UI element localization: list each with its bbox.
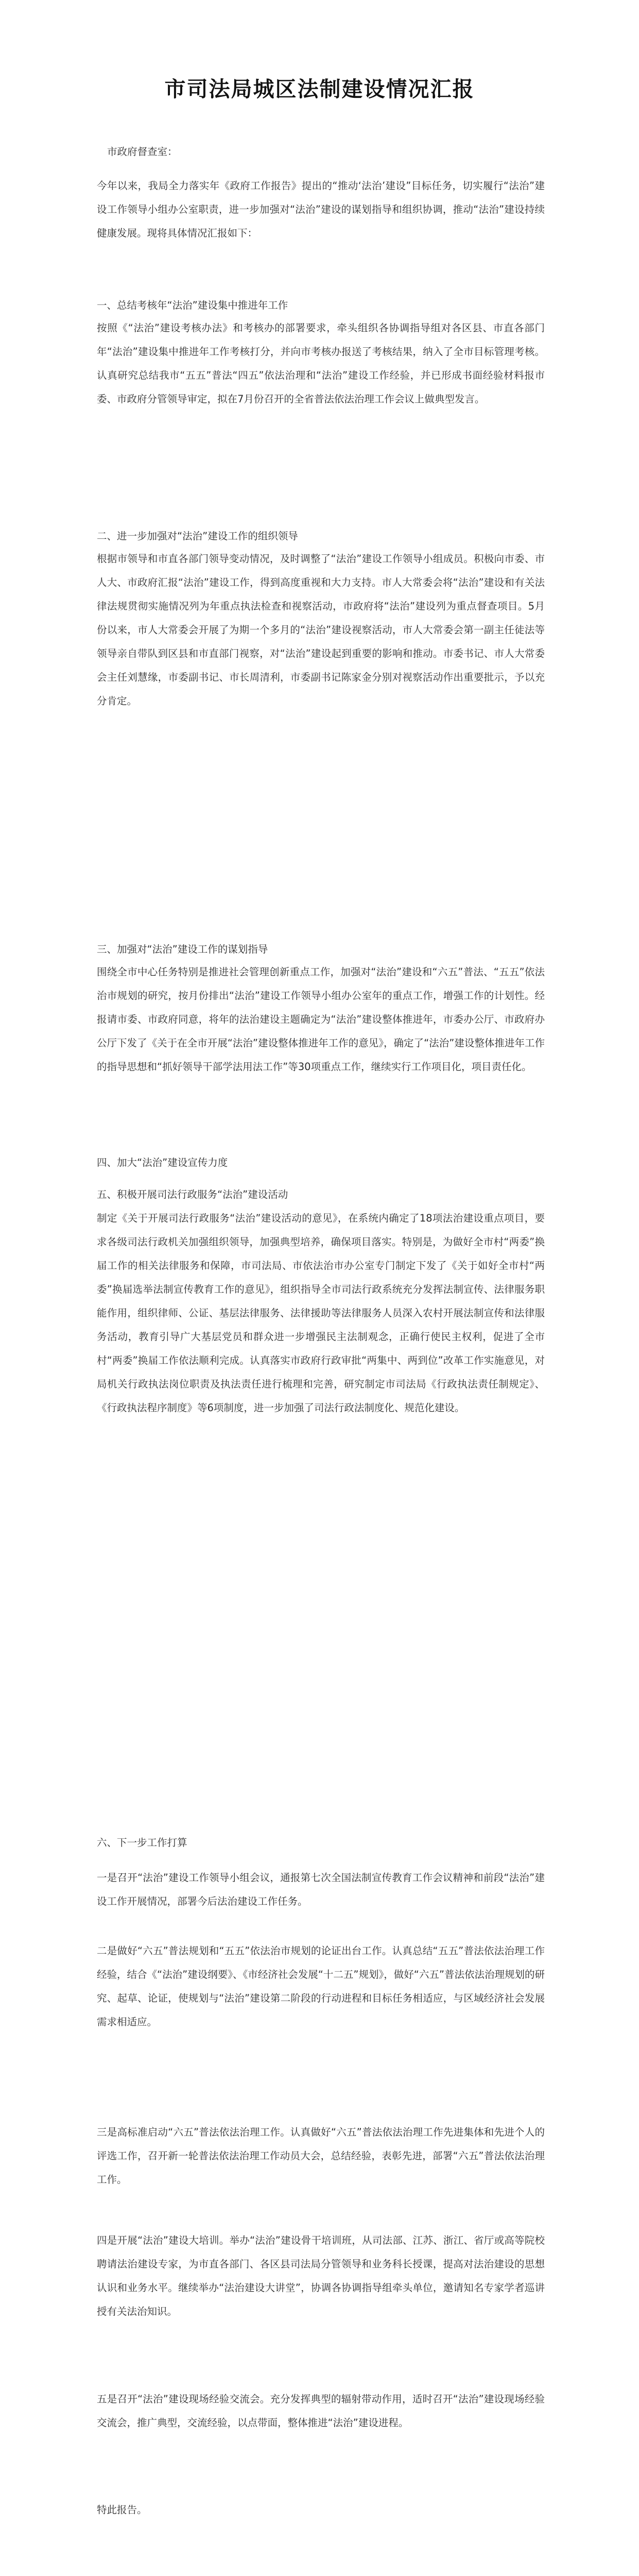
section-2-body: 根据市领导和市直各部门领导变动情况，及时调整了“法治”建设工作领导小组成员。积极向市委、市人大、市政府汇报“法治”建设工作，得到高度重视和大力支持。市人大常委会将“法治”建设和有关法律法规贯彻实施情况列为年重点执法检查和视察活动，市政府将“法治”建设列为重点督查项目。5月份以来，市人大常委会开展了为期一个多月的“法治”建设视察活动，市人大常委会第一副主任徒法等领导亲自带队到区县和市直部门视察，对“法治”建设起到重要的影响和推动。市委书记、市人大常委会主任刘慧缘，市委副书记、市长周清利，市委副书记陈家金分别对视察活动作出重要批示，予以充分肯定。	[97, 553, 545, 707]
section-2-heading: 二、进一步加强对“法治”建设工作的组织领导	[97, 530, 298, 542]
plan-item-3: 三是高标准启动“六五”普法依法治理工作。认真做好“六五”普法依法治理工作先进集体和先进个人的评选工作，召开新一轮普法依法治理工作动员大会，总结经验，表彰先进，部署“六五”普法依法治理工作。	[97, 2126, 545, 2185]
section-5-body: 制定《关于开展司法行政服务“法治”建设活动的意见》，在系统内确定了18项法治建设重点项目，要求各级司法行政机关加强组织领导，加强典型培养，确保项目落实。特别是，为做好全市村“两委”换届工作的相关法律服务和保障，市司法局、市依法治市办公室专门制定下发了《关于如好全市村“两委”换届选举法制宣传教育工作的意见》，组织指导全市司法行政系统充分发挥法制宣传、法律服务职能作用，组织律师、公证、基层法律服务、法律援助等法律服务人员深入农村开展法制宣传和法律服务活动，教育引导广大基层党员和群众进一步增强民主法制观念，正确行使民主权利，促进了全市村“两委”换届工作依法顺利完成。认真落实市政府行政审批“两集中、两到位”改革工作实施意见，对局机关行政执法岗位职责及执法责任进行梳理和完善，研究制定市司法局《行政执法责任制规定》、《行政执法程序制度》等6项制度，进一步加强了司法行政法制度化、规范化建设。	[97, 1212, 545, 1414]
section-6-heading: 六、下一步工作打算	[97, 1837, 187, 1849]
document-title: 市司法局城区法制建设情况汇报	[164, 77, 475, 101]
plan-item-5: 五是召开“法治”建设现场经验交流会。充分发挥典型的辐射带动作用，适时召开“法治”建设现场经验交流会，推广典型，交流经验，以点带面，整体推进“法治”建设进程。	[97, 2393, 545, 2429]
salutation: 市政府督查室：	[107, 146, 178, 158]
closing-line: 特此报告。	[97, 2504, 147, 2516]
section-1-body: 按照《“法治”建设考核办法》和考核办的部署要求，牵头组织各协调指导组对各区县、市直各部门年“法治”建设集中推进年工作考核打分，并向市考核办报送了考核结果，纳入了全市目标管理考核。认真研究总结我市“五五”普法“四五”依法治理和“法治”建设工作经验，并已形成书面经验材料报市委、市政府分管领导审定，拟在7月份召开的全省普法依法治理工作会议上做典型发言。	[97, 322, 545, 405]
intro-paragraph: 今年以来，我局全力落实年《政府工作报告》提出的“推动‘法治’建设”目标任务，切实履行“法治”建设工作领导小组办公室职责，进一步加强对“法治”建设的谋划指导和组织协调，推动“法治”建设持续健康发展。现将具体情况汇报如下：	[97, 180, 545, 239]
section-4-heading: 四、加大“法治”建设宣传力度	[97, 1157, 228, 1168]
section-3-body: 围绕全市中心任务特别是推进社会管理创新重点工作，加强对“法治”建设和“六五”普法、“五五”依法治市规划的研究，按月份排出“法治”建设工作领导小组办公室年的重点工作，增强工作的计划性。经报请市委、市政府同意，将年的法治建设主题确定为“法治”建设整体推进年，市委办公厅、市政府办公厅下发了《关于在全市开展“法治”建设整体推进年工作的意见》，确定了“法治”建设整体推进年工作的指导思想和“抓好领导干部学法用法工作”等30项重点工作，继续实行工作项目化，项目责任化。	[97, 966, 545, 1073]
plan-item-1: 一是召开“法治”建设工作领导小组会议，通报第七次全国法制宣传教育工作会议精神和前段“法治”建设工作开展情况，部署今后法治建设工作任务。	[97, 1872, 545, 1907]
plan-item-4: 四是开展“法治”建设大培训。举办“法治”建设骨干培训班，从司法部、江苏、浙江、省厅或高等院校聘请法治建设专家，为市直各部门、各区县司法局分管领导和业务科长授课，提高对法治建设的思想认识和业务水平。继续举办“法治建设大讲堂”，协调各协调指导组牵头单位，邀请知名专家学者巡讲授有关法治知识。	[97, 2234, 545, 2317]
section-3-heading: 三、加强对“法治”建设工作的谋划指导	[97, 943, 268, 955]
section-1-heading: 一、总结考核年“法治”建设集中推进年工作	[97, 299, 288, 311]
section-5-heading: 五、积极开展司法行政服务“法治”建设活动	[97, 1189, 288, 1200]
plan-item-2: 二是做好“六五”普法规划和“五五”依法治市规划的论证出台工作。认真总结“五五”普法依法治理工作经验，结合《“法治”建设纲要》、《市经济社会发展“十二五”规划》，做好“六五”普法依法治理规划的研究、起草、论证，使规划与“法治”建设第二阶段的行动进程和目标任务相适应，与区域经济社会发展需求相适应。	[97, 1945, 545, 2028]
